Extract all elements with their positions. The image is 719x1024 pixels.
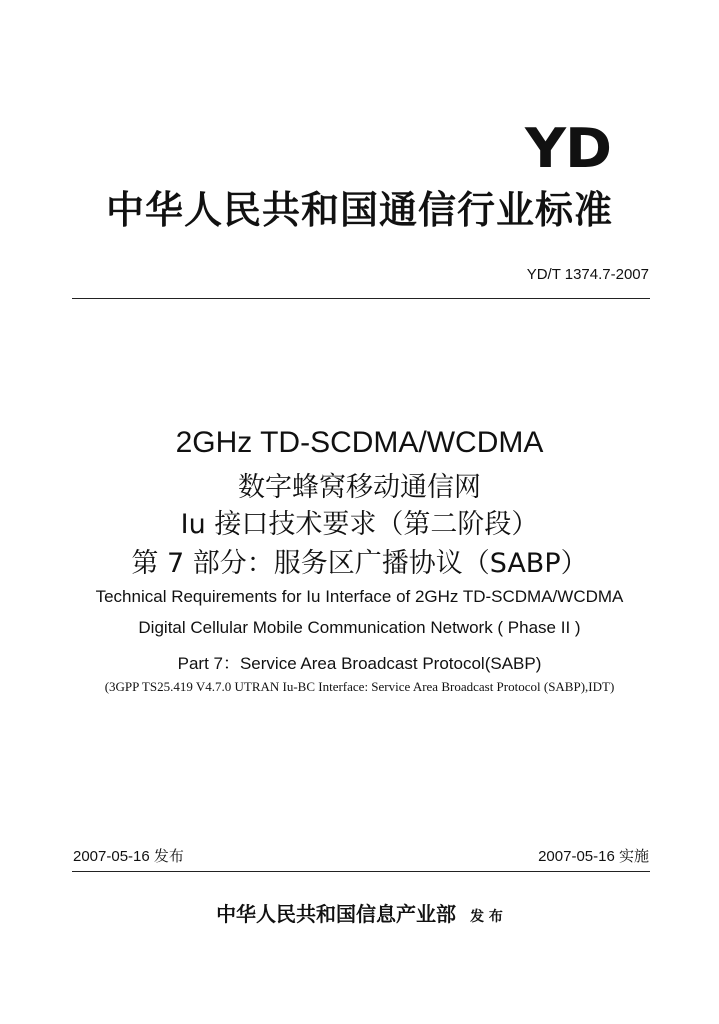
- publisher-line: [0, 898, 719, 927]
- publisher-action: 发 布: [470, 909, 503, 925]
- footer-divider: [72, 871, 650, 872]
- title-line-1: 2GHz TD-SCDMA/WCDMA: [175, 426, 544, 459]
- standard-category-title: 中华人民共和国通信行业标准: [105, 188, 613, 232]
- title-line-3: Iu 接口技术要求（第二阶段）: [180, 509, 539, 540]
- english-title-line-1: Technical Requirements for Iu Interface of 2GHz TD-SCDMA/WCDMA: [95, 587, 624, 606]
- publisher-name: 中华人民共和国信息产业部: [216, 902, 457, 926]
- english-title-line-2: Digital Cellular Mobile Communication Network ( Phase II ): [138, 618, 581, 637]
- english-title-line-3: Part 7：Service Area Broadcast Protocol(SABP): [177, 654, 542, 673]
- title-line-4: 第 7 部分：服务区广播协议（SABP）: [131, 548, 588, 579]
- publish-date: 2007-05-16 发布: [73, 848, 184, 865]
- english-title-line-4: (3GPP TS25.419 V4.7.0 UTRAN Iu-BC Interface: Service Area Broadcast Protocol (SABP),IDT): [104, 679, 615, 694]
- title-line-2: 数字蜂窝移动通信网: [238, 472, 481, 503]
- yd-logo: YD: [525, 117, 612, 180]
- implement-date: 2007-05-16 实施: [538, 848, 649, 865]
- header-divider: [72, 298, 650, 299]
- standard-code: YD/T 1374.7-2007: [526, 266, 649, 283]
